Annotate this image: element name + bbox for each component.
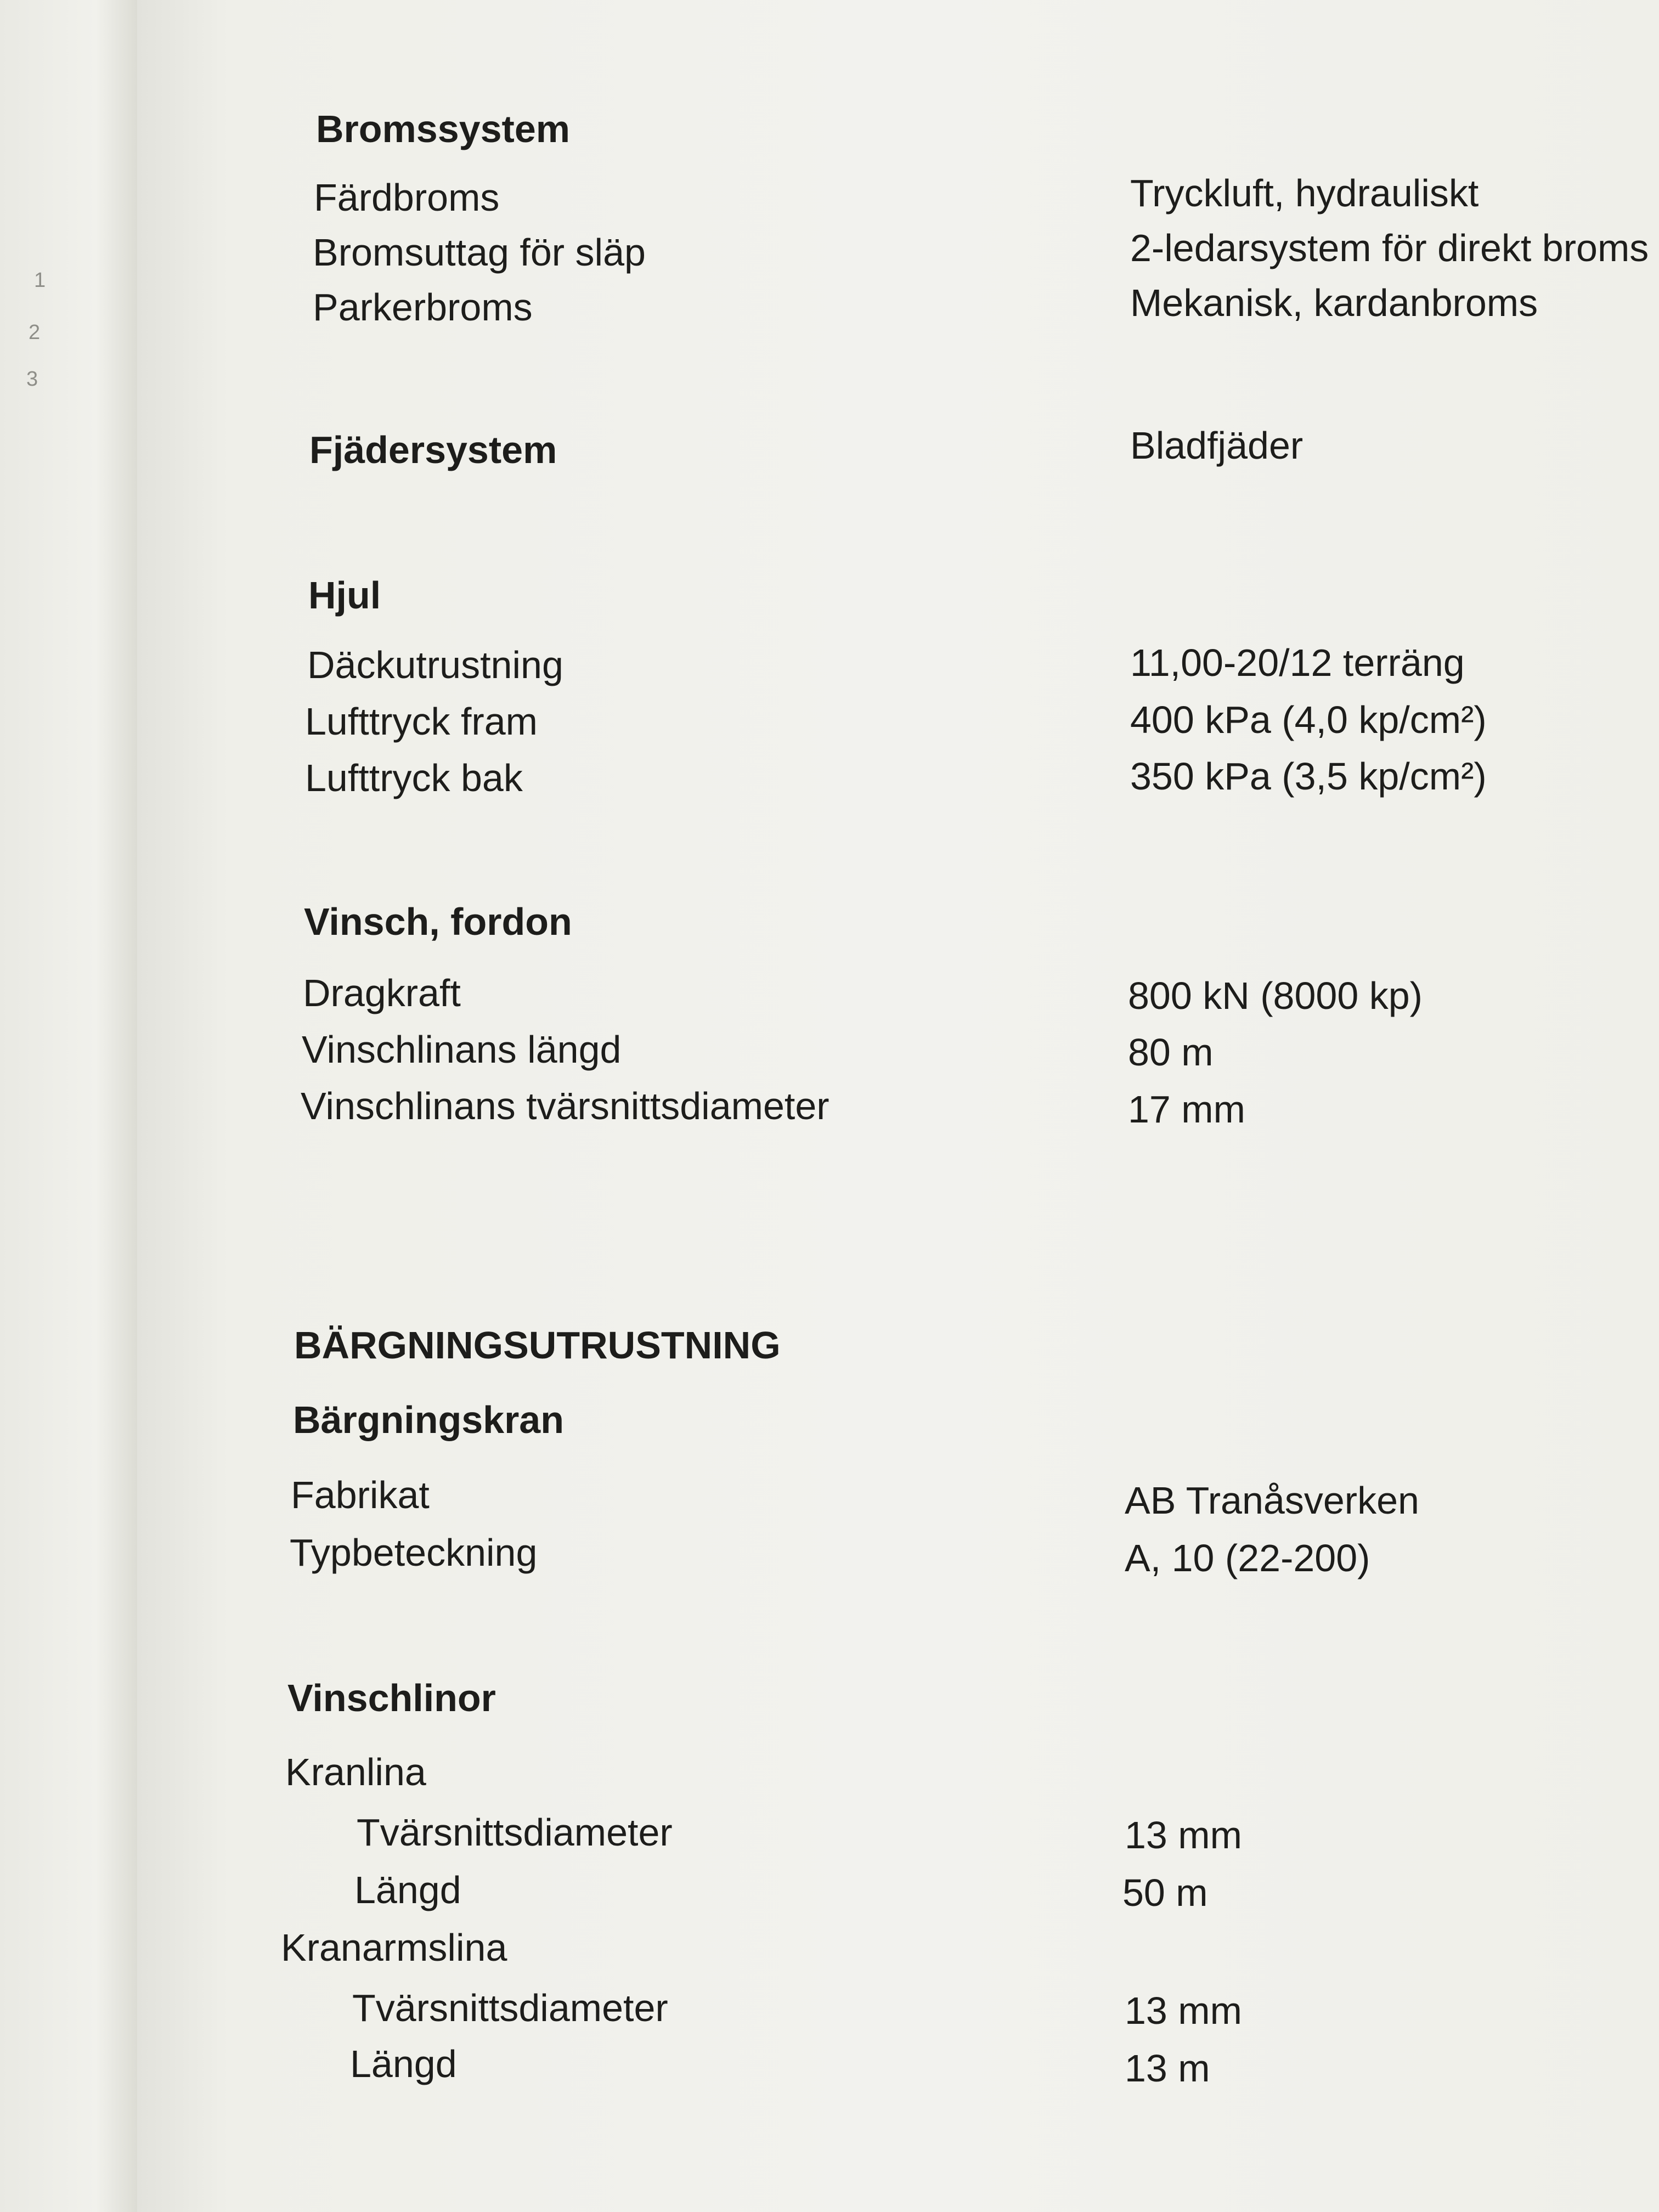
- gutter-mark-3: 3: [26, 368, 38, 391]
- row-label: Färdbroms: [314, 176, 500, 219]
- document-page: [137, 0, 1659, 2212]
- row-value: 800 kN (8000 kp): [1128, 974, 1423, 1017]
- group-label-kranarmslina: Kranarmslina: [281, 1926, 507, 1969]
- row-label: Vinschlinans längd: [302, 1028, 622, 1071]
- row-label: Längd: [354, 1869, 461, 1911]
- row-label: Lufttryck bak: [305, 757, 523, 799]
- section-title-hjul: Hjul: [308, 574, 381, 617]
- gutter-mark-2: 2: [29, 321, 41, 344]
- row-value: 17 mm: [1128, 1088, 1245, 1131]
- section-title-vinsch: Vinsch, fordon: [304, 900, 572, 943]
- row-value: 80 m: [1128, 1031, 1214, 1074]
- row-value: 2-ledarsystem för direkt broms: [1130, 227, 1649, 269]
- gutter-mark-1: 1: [34, 269, 46, 292]
- subsection-title-bargningskran: Bärgningskran: [293, 1398, 564, 1441]
- row-label: Bromsuttag för släp: [313, 231, 646, 274]
- previous-page-edge: [0, 0, 137, 2212]
- row-label: Längd: [350, 2042, 457, 2085]
- row-label: Tvärsnittsdiameter: [357, 1811, 673, 1854]
- group-label-kranlina: Kranlina: [285, 1751, 426, 1793]
- row-label: Typbeteckning: [290, 1531, 538, 1574]
- section-title-bargningsutrustning: BÄRGNINGSUTRUSTNING: [294, 1324, 781, 1367]
- row-label: Fabrikat: [291, 1474, 430, 1516]
- row-value: 13 m: [1125, 2047, 1210, 2090]
- row-label: Däckutrustning: [307, 644, 563, 686]
- row-value: 13 mm: [1125, 1989, 1242, 2032]
- row-value: AB Tranåsverken: [1125, 1479, 1419, 1522]
- row-label: Vinschlinans tvärsnittsdiameter: [301, 1085, 830, 1127]
- row-value: A, 10 (22-200): [1125, 1537, 1370, 1579]
- row-label: Dragkraft: [303, 972, 461, 1014]
- row-value: 13 mm: [1125, 1814, 1242, 1857]
- row-value: Bladfjäder: [1130, 424, 1304, 467]
- row-value: 11,00-20/12 terräng: [1130, 641, 1465, 684]
- row-value: Tryckluft, hydrauliskt: [1130, 172, 1479, 215]
- row-value: Mekanisk, kardanbroms: [1130, 281, 1538, 324]
- row-label: Tvärsnittsdiameter: [352, 1987, 668, 2029]
- row-label: Parkerbroms: [313, 286, 533, 329]
- row-value: 350 kPa (3,5 kp/cm²): [1130, 755, 1487, 798]
- subsection-title-vinschlinor: Vinschlinor: [287, 1677, 496, 1719]
- row-value: 400 kPa (4,0 kp/cm²): [1130, 698, 1487, 741]
- section-title-bromssystem: Bromssystem: [316, 108, 570, 150]
- section-title-fjadersystem: Fjädersystem: [309, 428, 557, 471]
- row-value: 50 m: [1122, 1871, 1208, 1914]
- row-label: Lufttryck fram: [305, 700, 538, 743]
